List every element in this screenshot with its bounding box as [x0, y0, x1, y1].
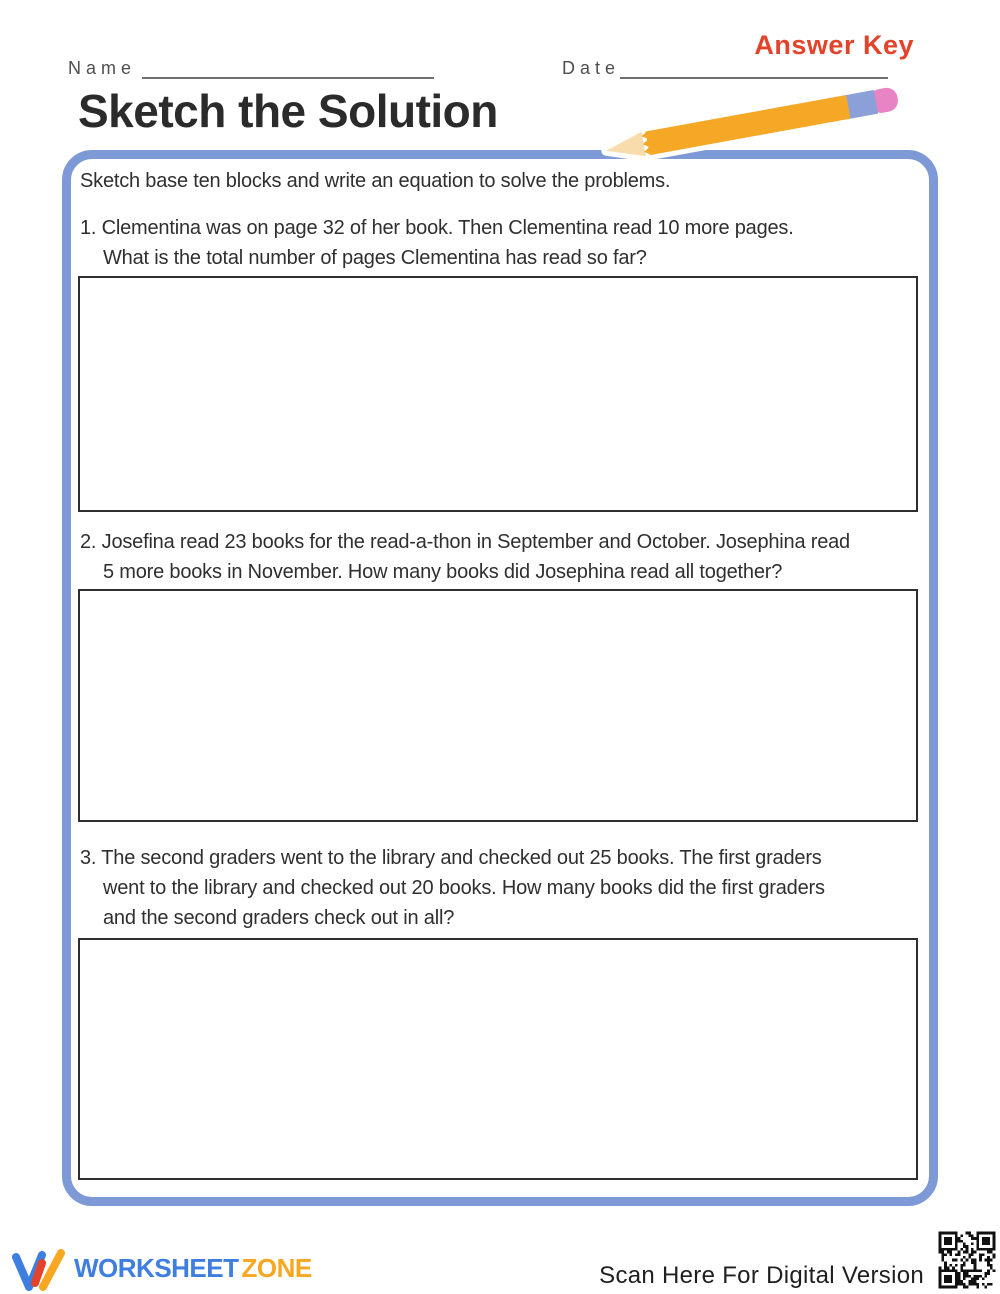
logo-text: WORKSHEET ZONE — [74, 1252, 312, 1283]
scan-here-text: Scan Here For Digital Version — [599, 1262, 924, 1289]
worksheetzone-logo — [12, 1242, 312, 1294]
problem-1-text: 1. Clementina was on page 32 of her book. Then Clementina read 10 more pages. What is the total number of pages Clementina has read so far? — [80, 217, 794, 269]
pencil-icon — [570, 84, 910, 194]
date-label: Date — [562, 58, 621, 78]
qr-code — [936, 1228, 998, 1292]
problem-3-text: 3. The second graders went to the library and checked out 25 books. The first graders went to the library and checked out 20 books. How many books did the first graders and the second graders check out in all? — [80, 847, 825, 929]
answer-box-3[interactable] — [78, 938, 918, 1180]
name-label: Name — [68, 58, 137, 78]
worksheetzone-w-mark-icon — [12, 1243, 68, 1293]
date-fill-line[interactable] — [620, 77, 888, 79]
problem-2-text: 2. Josefina read 23 books for the read-a-thon in September and October. Josephina read 5 more books in November. How many books did Josephina read all together? — [80, 531, 850, 583]
name-fill-line[interactable] — [142, 77, 434, 79]
answer-box-2[interactable] — [78, 589, 918, 822]
page-title: Sketch the Solution — [78, 85, 498, 137]
answer-box-1[interactable] — [78, 276, 918, 512]
answer-key-label: Answer Key — [754, 30, 914, 60]
instruction-text: Sketch base ten blocks and write an equation to solve the problems. — [80, 170, 671, 192]
